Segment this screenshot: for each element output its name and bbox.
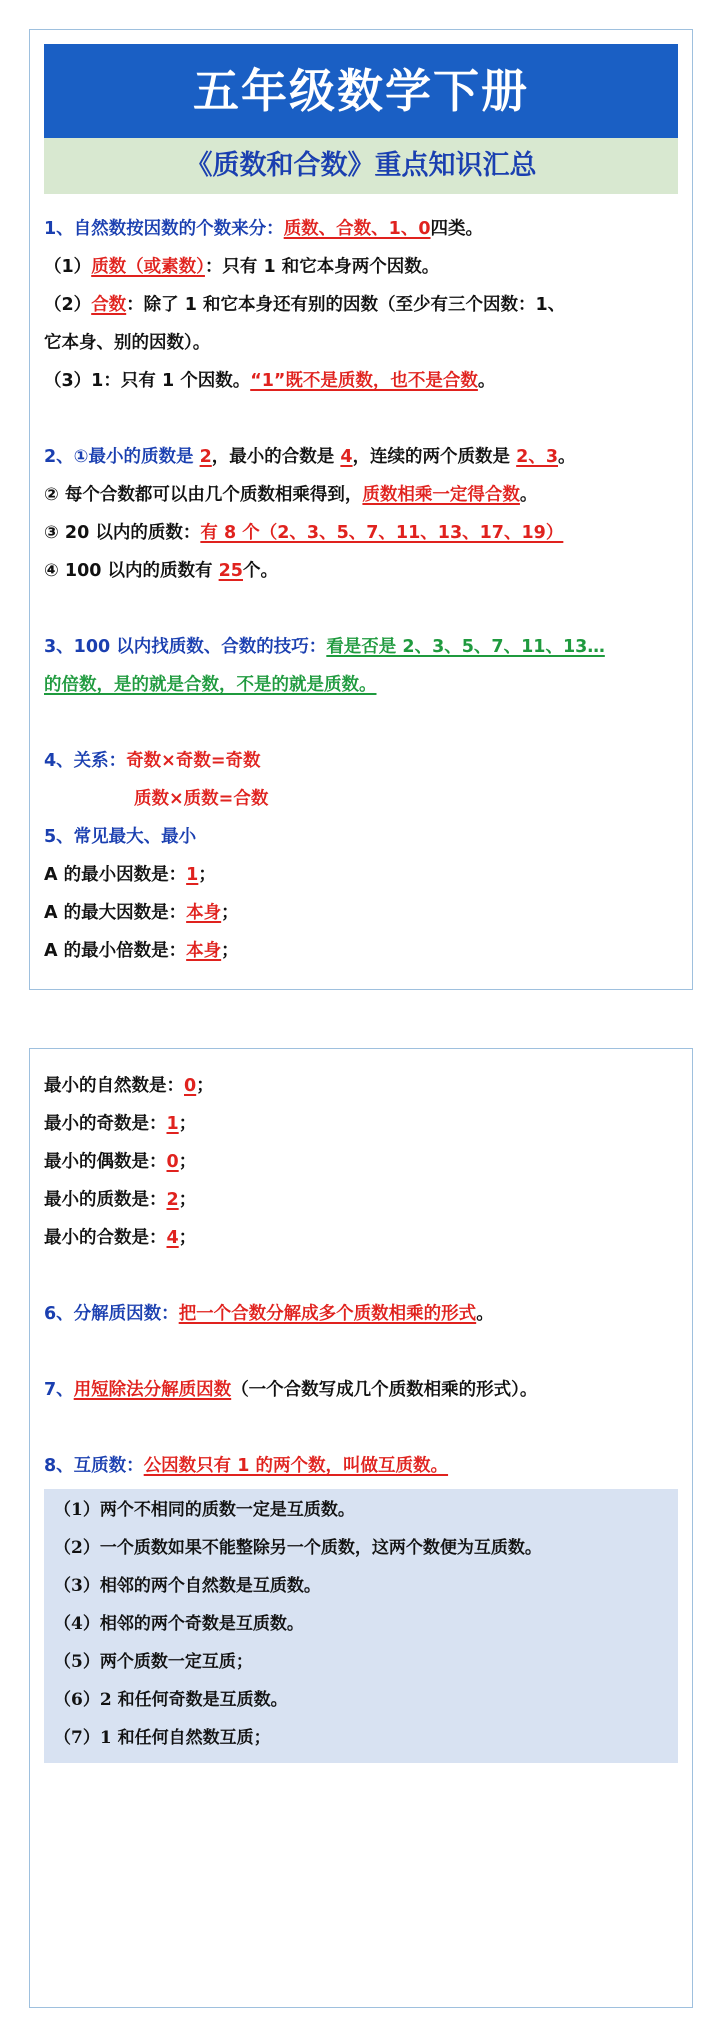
primes-under-20: 有 8 个（2、3、5、7、11、13、17、19） [200, 523, 564, 543]
s5-row-2: A 的最小倍数是：本身； [44, 941, 239, 961]
coprime-prop-2: （2）一个质数如果不能整除另一个质数，这两个数便为互质数。 [54, 1538, 542, 1558]
technique-text-1: 看是否是 2、3、5、7、11、13… [326, 637, 605, 657]
s1-item-3: （3）1：只有 1 个因数。“1”既不是质数，也不是合数。 [44, 371, 496, 391]
s5b-row-2: 最小的偶数是：0； [44, 1152, 197, 1172]
s1-heading: 1、自然数按因数的个数来分：质数、合数、1、0四类。 [44, 219, 484, 239]
s5-row-1: A 的最大因数是：本身； [44, 903, 239, 923]
factorization-definition: 把一个合数分解成多个质数相乘的形式 [178, 1304, 477, 1324]
s5b-row-3: 最小的质数是：2； [44, 1190, 197, 1210]
s1-categories: 质数、合数、1、0 [283, 219, 431, 239]
s3-line-1: 3、100 以内找质数、合数的技巧：看是否是 2、3、5、7、11、13… [44, 637, 605, 657]
s7-line: 7、用短除法分解质因数（一个合数写成几个质数相乘的形式）。 [44, 1380, 538, 1400]
s1-item-1: （1）质数（或素数）：只有 1 和它本身两个因数。 [44, 257, 440, 277]
relation-1: 奇数×奇数=奇数 [126, 751, 261, 771]
s8-heading: 8、互质数：公因数只有 1 的两个数，叫做互质数。 [44, 1456, 449, 1476]
s2-line-1: 2、①最小的质数是 2，最小的合数是 4，连续的两个质数是 2、3。 [44, 447, 576, 467]
short-division-term: 用短除法分解质因数 [73, 1380, 232, 1400]
s5b-row-0: 最小的自然数是：0； [44, 1076, 214, 1096]
page-subtitle: 《质数和合数》重点知识汇总 [44, 138, 678, 194]
s5-row-0: A 的最小因数是：1； [44, 865, 216, 885]
page-title: 五年级数学下册 [44, 44, 678, 138]
s1-item-2-cont: 它本身、别的因数）。 [44, 333, 211, 353]
relation-2: 质数×质数=合数 [134, 789, 269, 809]
s2-line-2: ② 每个合数都可以由几个质数相乘得到，质数相乘一定得合数。 [44, 485, 538, 505]
s6-line: 6、分解质因数：把一个合数分解成多个质数相乘的形式。 [44, 1304, 494, 1324]
section-content-1 [30, 194, 692, 970]
min-composite-value: 4 [340, 447, 353, 467]
coprime-prop-7: （7）1 和任何自然数互质； [54, 1728, 271, 1748]
s3-line-2 [44, 666, 678, 704]
s5b-row-1: 最小的奇数是：1； [44, 1114, 197, 1134]
coprime-definition: 公因数只有 1 的两个数，叫做互质数。 [143, 1456, 449, 1476]
term-composite: 合数 [91, 295, 127, 315]
s4-line-1: 4、关系：奇数×奇数=奇数 [44, 751, 261, 771]
term-prime: 质数（或素数） [91, 257, 205, 277]
one-note: “1”既不是质数，也不是合数 [250, 371, 478, 391]
coprime-properties-box [44, 1489, 678, 1763]
coprime-prop-6: （6）2 和任何奇数是互质数。 [54, 1690, 288, 1710]
coprime-prop-5: （5）两个质数一定互质； [54, 1652, 253, 1672]
coprime-prop-4: （4）相邻的两个奇数是互质数。 [54, 1614, 304, 1634]
s4-line-2 [44, 780, 678, 818]
s5-heading: 5、常见最大、最小 [44, 827, 197, 847]
coprime-prop-3: （3）相邻的两个自然数是互质数。 [54, 1576, 321, 1596]
s2-line-4: ④ 100 以内的质数有 25个。 [44, 561, 278, 581]
s5b-row-4: 最小的合数是：4； [44, 1228, 197, 1248]
consecutive-primes: 2、3 [516, 447, 559, 467]
summary-card-1 [29, 29, 693, 990]
primes-under-100-count: 25 [218, 561, 243, 581]
section-content-2 [30, 1049, 692, 1485]
prime-product-note: 质数相乘一定得合数 [362, 485, 520, 505]
s2-line-3: ③ 20 以内的质数：有 8 个（2、3、5、7、11、13、17、19） [44, 523, 564, 543]
summary-card-2 [29, 1048, 693, 2008]
technique-text-2: 的倍数，是的就是合数，不是的就是质数。 [44, 675, 377, 695]
coprime-prop-1: （1）两个不相同的质数一定是互质数。 [54, 1500, 355, 1520]
s1-item-2: （2）合数：除了 1 和它本身还有别的因数（至少有三个因数：1、 [44, 295, 566, 315]
min-prime-value: 2 [199, 447, 212, 467]
